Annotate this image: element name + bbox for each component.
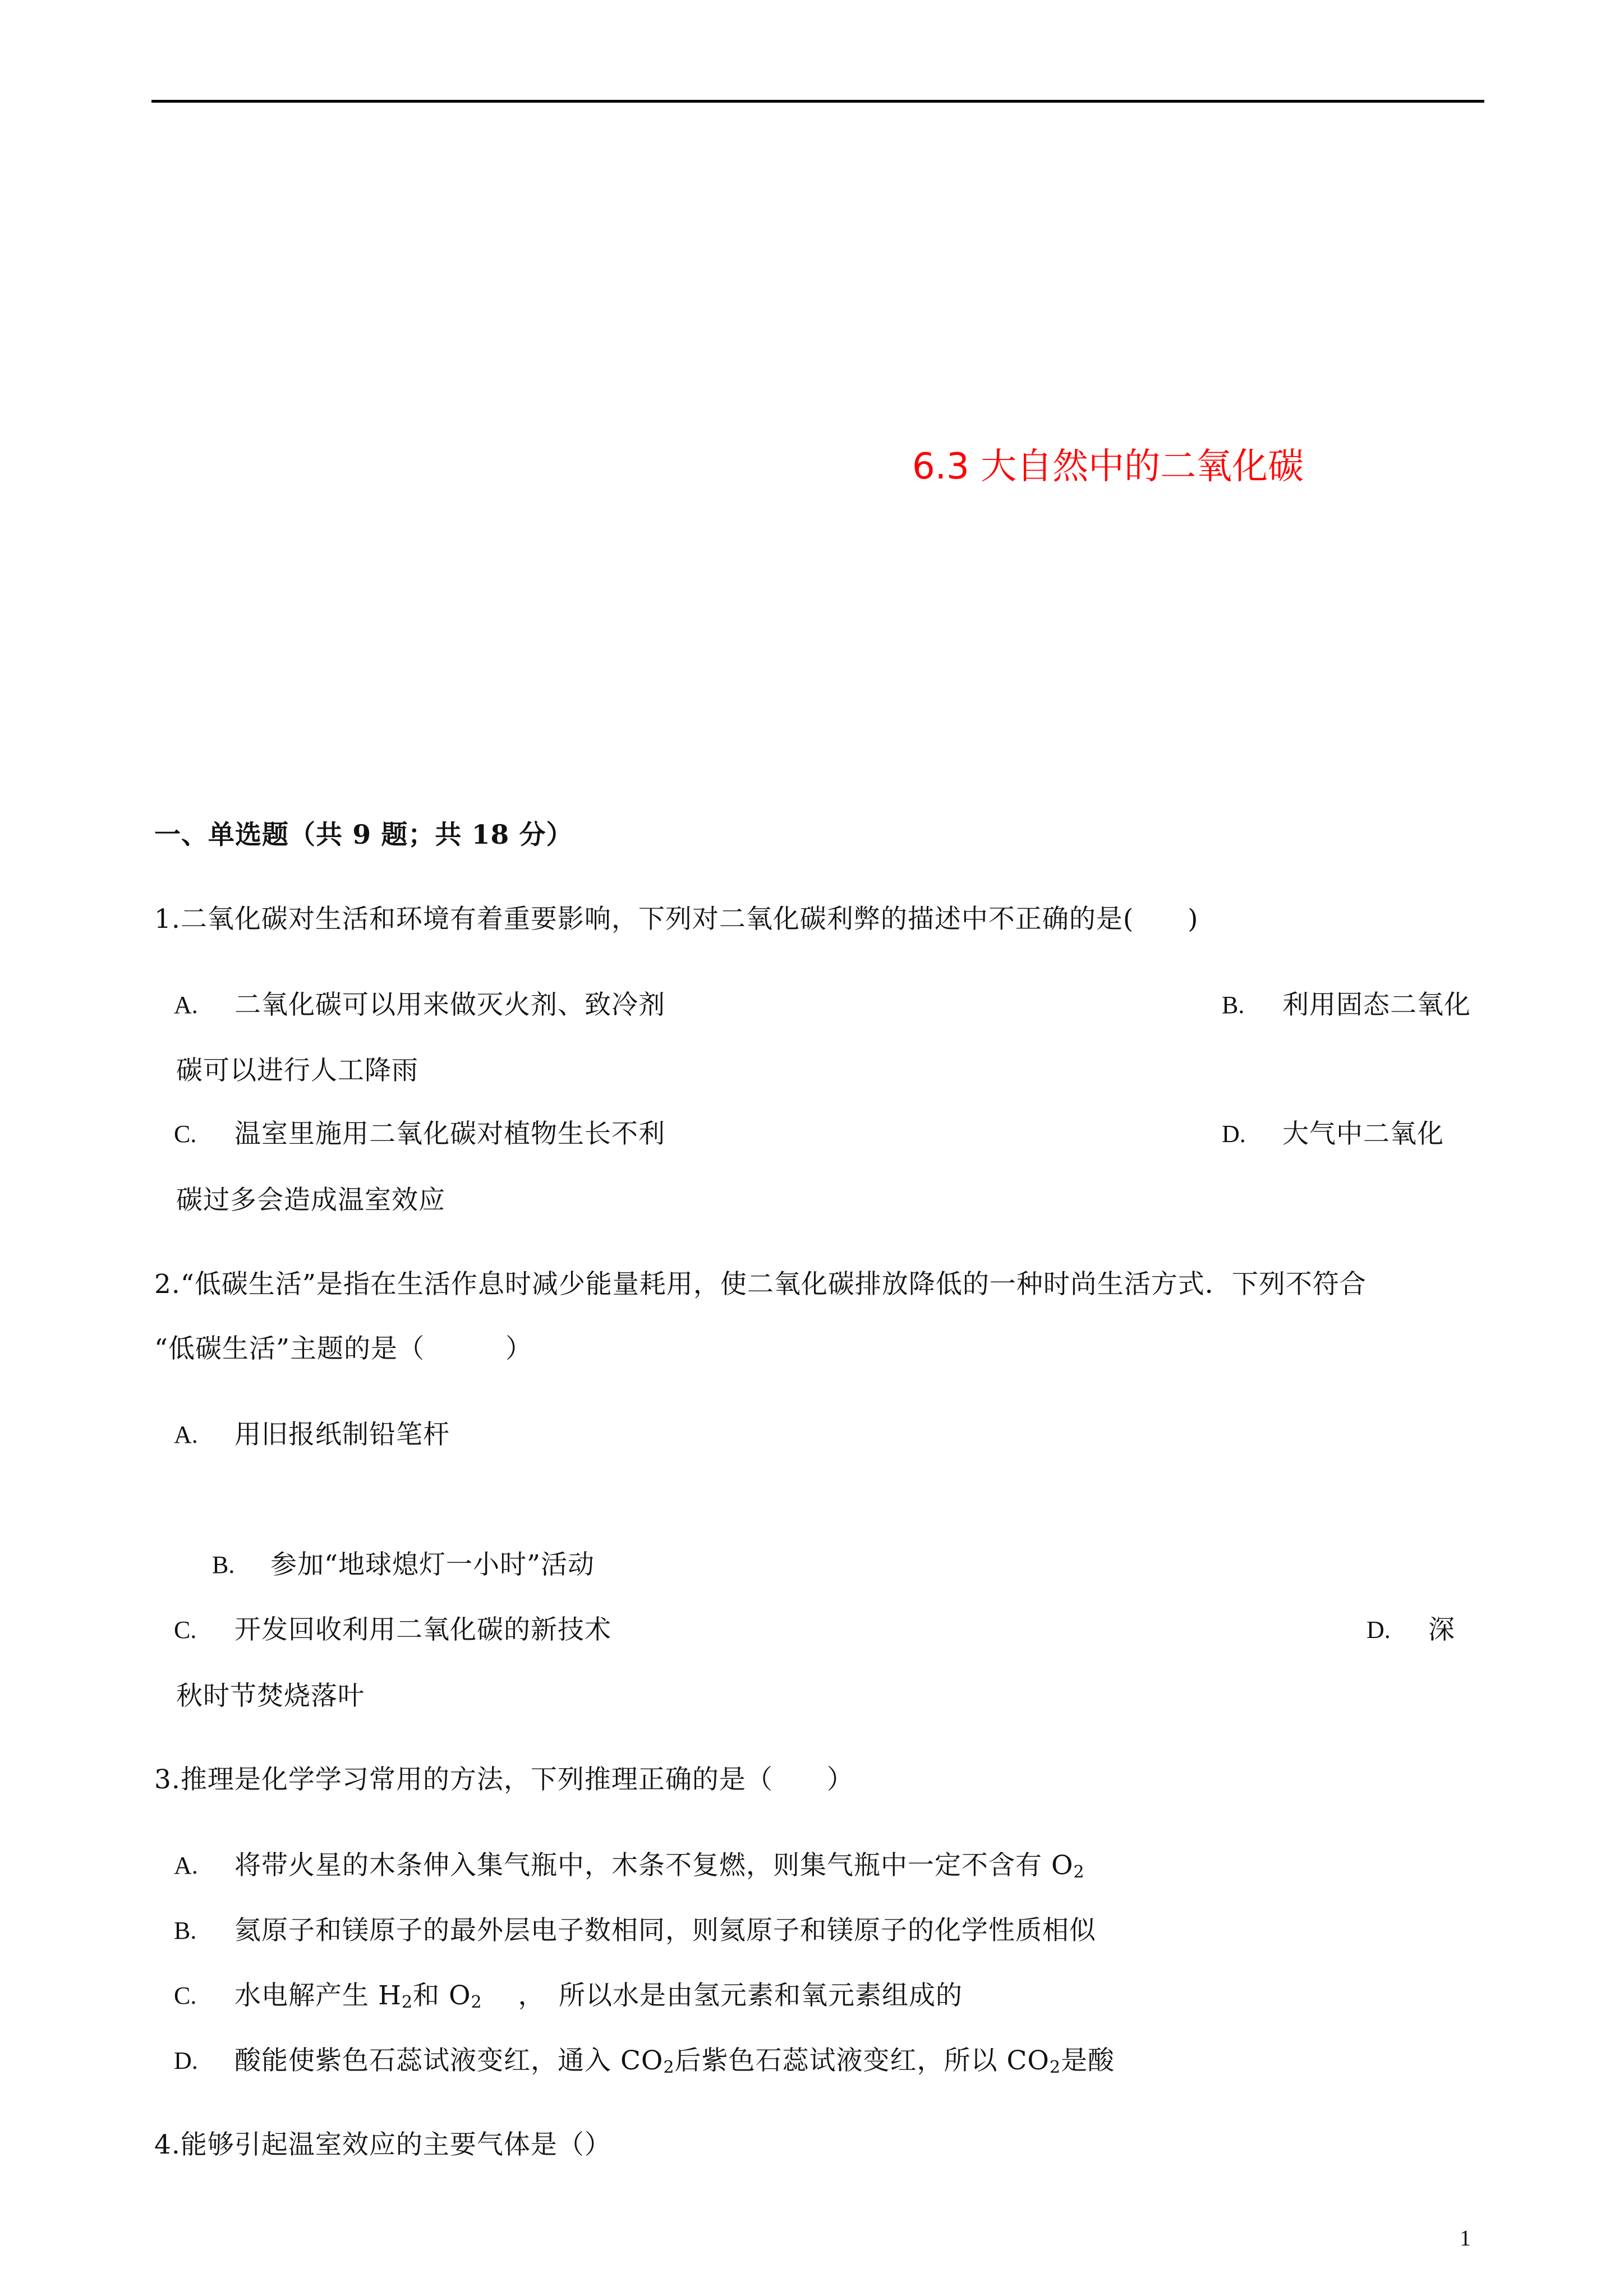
q1-option-a-text: 二氧化碳可以用来做灭火剂、致冷剂 <box>234 990 665 1020</box>
q1-option-b-letter: B. <box>1222 991 1245 1019</box>
q1-option-c-text: 温室里施用二氧化碳对植物生长不利 <box>234 1119 665 1149</box>
q2-option-b-text: 参加“地球熄灯一小时”活动 <box>270 1549 595 1580</box>
q3-option-b-text: 氦原子和镁原子的最外层电子数相同，则氦原子和镁原子的化学性质相似 <box>234 1915 1096 1946</box>
q1-option-d-letter: D. <box>1222 1120 1246 1148</box>
header-rule <box>151 100 1484 103</box>
q2-option-a-letter: A. <box>174 1421 198 1448</box>
q3-option-a-letter: A. <box>174 1852 198 1879</box>
question-1-stem: 1.二氧化碳对生活和环境有着重要影响，下列对二氧化碳利弊的描述中不正确的是( ) <box>154 904 1199 935</box>
question-3-stem: 3.推理是化学学习常用的方法，下列推理正确的是（ ） <box>154 1764 854 1795</box>
q3-option-d-letter: D. <box>174 2047 198 2074</box>
q2-option-b-letter: B. <box>212 1551 235 1579</box>
q3-option-c-text: 水电解产生 $H_2$和 $O_2$ ， 所以水是由氢元素和氧元素组成的 <box>234 1980 963 2012</box>
q1-option-b-text: 利用固态二氧化 <box>1282 990 1471 1020</box>
q2-option-d-text: 深 <box>1428 1614 1455 1645</box>
page-number: 1 <box>1460 2225 1471 2251</box>
q3-option-b-letter: B. <box>174 1917 197 1944</box>
q1-option-c-letter: C. <box>174 1120 197 1148</box>
document-title: 6.3 大自然中的二氧化碳 <box>912 446 1304 487</box>
q2-option-d-continuation: 秋时节焚烧落叶 <box>176 1681 365 1711</box>
q1-option-a-letter: A. <box>174 991 198 1019</box>
q1-option-d-text: 大气中二氧化 <box>1282 1119 1444 1149</box>
q2-option-c-text: 开发回收利用二氧化碳的新技术 <box>234 1614 611 1645</box>
q3-option-d-text: 酸能使紫色石蕊试液变红，通入 $CO_2$后紫色石蕊试液变红，所以 $CO_2$是酸 <box>234 2045 1115 2077</box>
q2-option-c-letter: C. <box>174 1616 197 1644</box>
question-2-stem-line2: “低碳生活”主题的是（ ） <box>154 1333 533 1364</box>
question-4-stem: 4.能够引起温室效应的主要气体是（） <box>154 2129 611 2160</box>
question-2-stem-line1: 2.“低碳生活”是指在生活作息时减少能量耗用，使二氧化碳排放降低的一种时尚生活方式．下列不符合 <box>154 1269 1367 1300</box>
section-heading: 一、单选题（共 9 题；共 18 分） <box>154 820 573 850</box>
q2-option-d-letter: D. <box>1367 1616 1391 1644</box>
q1-option-b-continuation: 碳可以进行人工降雨 <box>176 1055 418 1086</box>
q3-option-a-text: 将带火星的木条伸入集气瓶中，木条不复燃，则集气瓶中一定不含有 $O_2$ <box>234 1850 1085 1882</box>
q1-option-d-continuation: 碳过多会造成温室效应 <box>176 1185 445 1216</box>
q3-option-c-letter: C. <box>174 1982 197 2009</box>
q2-option-a-text: 用旧报纸制铅笔杆 <box>234 1419 450 1450</box>
